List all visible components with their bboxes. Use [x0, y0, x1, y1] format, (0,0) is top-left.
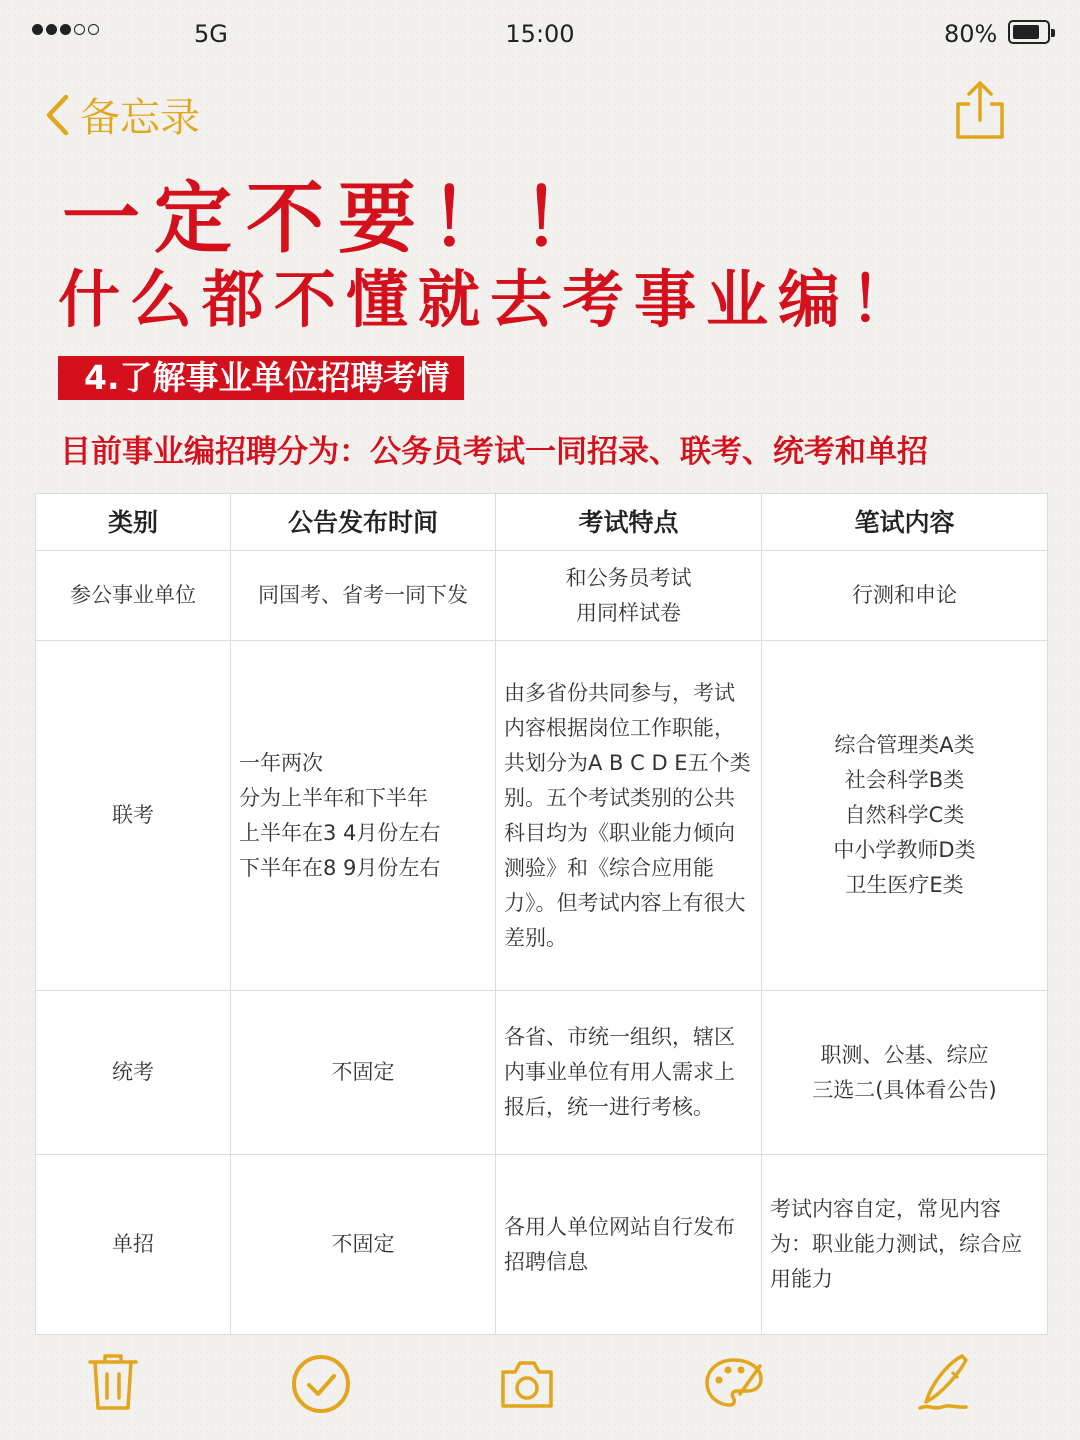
battery-icon — [1008, 20, 1050, 44]
status-time: 15:00 — [505, 20, 575, 48]
table-row — [36, 551, 1048, 641]
header-exam-features: 考试特点 — [496, 494, 762, 551]
share-icon — [950, 80, 1010, 142]
cell-category: 联考 — [36, 641, 231, 991]
cell-category: 统考 — [36, 991, 231, 1155]
cell-written-content: 职测、公基、综应 三选二(具体看公告) — [762, 991, 1048, 1155]
cell-announce-time: 一年两次 分为上半年和下半年 上半年在3 4月份左右 下半年在8 9月份左右 — [231, 641, 496, 991]
table-header-row — [36, 494, 1048, 551]
battery-percentage: 80% — [944, 20, 998, 48]
cell-exam-features: 和公务员考试 用同样试卷 — [496, 551, 762, 641]
back-button[interactable] — [44, 86, 200, 143]
cell-exam-features: 各省、市统一组织，辖区内事业单位有用人需求上报后，统一进行考核。 — [496, 991, 762, 1155]
subtitle: 目前事业编招聘分为：公务员考试一同招录、联考、统考和单招 — [60, 434, 928, 470]
markup-button[interactable] — [702, 1350, 766, 1418]
checklist-icon — [289, 1350, 353, 1414]
cell-exam-features: 由多省份共同参与，考试内容根据岗位工作职能，共划分为A B C D E五个类别。五个考试类别的公共科目均为《职业能力倾向测验》和《综合应用能力》。但考试内容上有很大差别。 — [496, 641, 762, 991]
table-row — [36, 1155, 1048, 1335]
cell-category: 单招 — [36, 1155, 231, 1335]
headline-line-2: 什么都不懂就去考事业编！ — [58, 263, 923, 336]
cell-written-content: 行测和申论 — [762, 551, 1048, 641]
nav-bar — [0, 80, 1080, 150]
cell-exam-features: 各用人单位网站自行发布招聘信息 — [496, 1155, 762, 1335]
status-bar — [0, 0, 1080, 66]
cell-written-content: 考试内容自定，常见内容为：职业能力测试，综合应用能力 — [762, 1155, 1048, 1335]
camera-icon — [497, 1350, 557, 1414]
carrier-label: 5G — [194, 20, 228, 48]
trash-icon — [86, 1350, 140, 1414]
header-category: 类别 — [36, 494, 231, 551]
cell-announce-time: 不固定 — [231, 991, 496, 1155]
table-row — [36, 641, 1048, 991]
compose-button[interactable] — [912, 1350, 976, 1418]
headline-line-1: 一定不要！！ — [62, 174, 615, 264]
cell-category: 参公事业单位 — [36, 551, 231, 641]
cell-announce-time: 同国考、省考一同下发 — [231, 551, 496, 641]
checklist-button[interactable] — [289, 1350, 353, 1418]
back-label: 备忘录 — [80, 95, 200, 141]
palette-icon — [702, 1350, 766, 1414]
header-announce-time: 公告发布时间 — [231, 494, 496, 551]
camera-button[interactable] — [497, 1350, 557, 1418]
chevron-left-icon — [44, 94, 70, 136]
cell-written-content: 综合管理类A类 社会科学B类 自然科学C类 中小学教师D类 卫生医疗E类 — [762, 641, 1048, 991]
cell-announce-time: 不固定 — [231, 1155, 496, 1335]
delete-button[interactable] — [86, 1350, 140, 1418]
pen-icon — [912, 1350, 976, 1414]
section-title: 4.了解事业单位招聘考情 — [58, 356, 464, 400]
exam-info-table — [35, 493, 1048, 1335]
share-button[interactable] — [950, 80, 1010, 146]
header-written-content: 笔试内容 — [762, 494, 1048, 551]
table-row — [36, 991, 1048, 1155]
bottom-toolbar — [0, 1350, 1080, 1424]
